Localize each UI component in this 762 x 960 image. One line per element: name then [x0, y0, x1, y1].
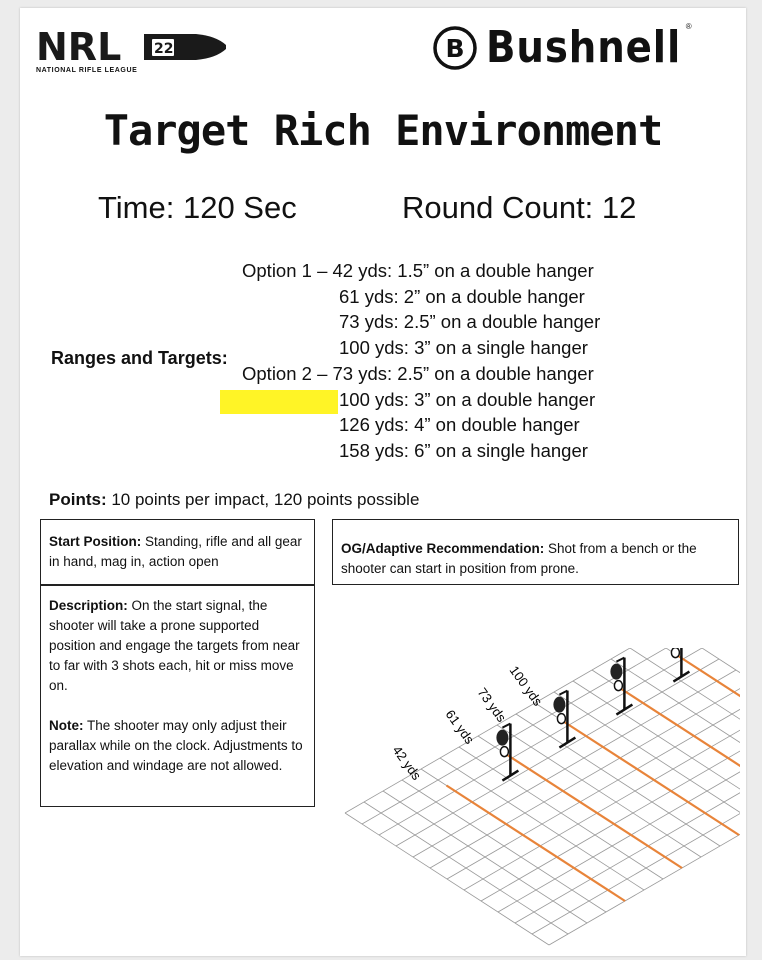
og-adaptive-text: Shot from a bench or the shooter can start in position from prone.	[341, 541, 697, 576]
range-diagram	[325, 648, 740, 948]
grid-line	[573, 681, 740, 813]
stage-title: Target Rich Environment	[103, 106, 663, 155]
og-adaptive-label: OG/Adaptive Recommendation:	[341, 541, 545, 556]
range-line: 100 yds: 3” on a single hanger	[339, 337, 588, 359]
grid-line	[379, 648, 702, 835]
note-label: Note:	[49, 718, 84, 733]
start-position-box	[40, 519, 315, 585]
time-limit: Time: 120 Sec	[98, 190, 297, 225]
note-text: The shooter may only adjust their parallax while on the clock. Adjustments to elevation and windage are not allowed.	[49, 718, 303, 773]
steel-target	[614, 681, 622, 691]
range-line-orange	[675, 654, 741, 770]
bushnell-wordmark: Bushnell	[486, 22, 682, 73]
nrl-22-badge: 22	[154, 41, 174, 57]
ranges-label: Ranges and Targets:	[51, 348, 228, 368]
steel-target	[496, 730, 508, 746]
range-line: Option 2 – 73 yds: 2.5” on a double hanger	[242, 362, 594, 384]
description-box	[40, 585, 315, 807]
start-position-label: Start Position:	[49, 534, 142, 549]
range-line: 100 yds: 3” on a double hanger	[339, 388, 596, 410]
round-count: Round Count: 12	[402, 190, 637, 225]
description-text: On the start signal, the shooter will take a prone supported position and engage the targets from near to far with 3 shots each, hit or miss move on.	[49, 598, 300, 693]
points-line	[49, 490, 419, 510]
stage-sheet	[20, 8, 746, 956]
grid-line	[396, 659, 719, 846]
nrl-subtitle: NATIONAL RIFLE LEAGUE	[36, 67, 138, 74]
description-label: Description:	[49, 598, 128, 613]
grid-line	[413, 670, 736, 857]
points-label: Points:	[49, 490, 107, 509]
nrl22-logo-mark	[36, 26, 226, 66]
range-line: 158 yds: 6” on a single hanger	[339, 439, 588, 461]
range-line-orange	[618, 687, 741, 803]
og-adaptive-box	[332, 519, 739, 585]
nrl22-logo	[36, 26, 226, 74]
registered-mark: ®	[685, 22, 692, 31]
steel-target	[553, 697, 565, 713]
steel-target	[500, 747, 508, 757]
steel-target	[610, 664, 622, 680]
grid-line	[481, 714, 740, 901]
label-100-yds: 100 yds	[506, 662, 546, 709]
label-61-yds: 61 yds	[442, 706, 478, 747]
range-line: 126 yds: 4” on double hanger	[339, 414, 580, 436]
range-line: Option 1 – 42 yds: 1.5” on a double hanger	[242, 260, 594, 281]
points-text: 10 points per impact, 120 points possible	[106, 490, 420, 509]
label-73-yds: 73 yds	[474, 684, 510, 725]
grid-line	[430, 681, 740, 868]
grid-line	[532, 747, 740, 934]
svg-text:B: B	[445, 33, 465, 63]
range-line: 61 yds: 2” on a double hanger	[339, 285, 585, 307]
ranges-list	[242, 258, 600, 464]
grid-line	[447, 692, 740, 879]
steel-target	[557, 714, 565, 724]
bushnell-b-icon	[432, 25, 478, 71]
label-42-yds: 42 yds	[389, 742, 425, 783]
range-line: 73 yds: 2.5” on a double hanger	[339, 311, 601, 333]
steel-target	[671, 648, 679, 658]
description-paragraph	[49, 596, 306, 696]
start-position-text: Standing, rifle and all gear in hand, mag in, action open	[49, 534, 302, 569]
nrl-wordmark: NRL	[36, 26, 122, 66]
note-paragraph	[49, 716, 306, 776]
bushnell-logo	[432, 22, 692, 73]
